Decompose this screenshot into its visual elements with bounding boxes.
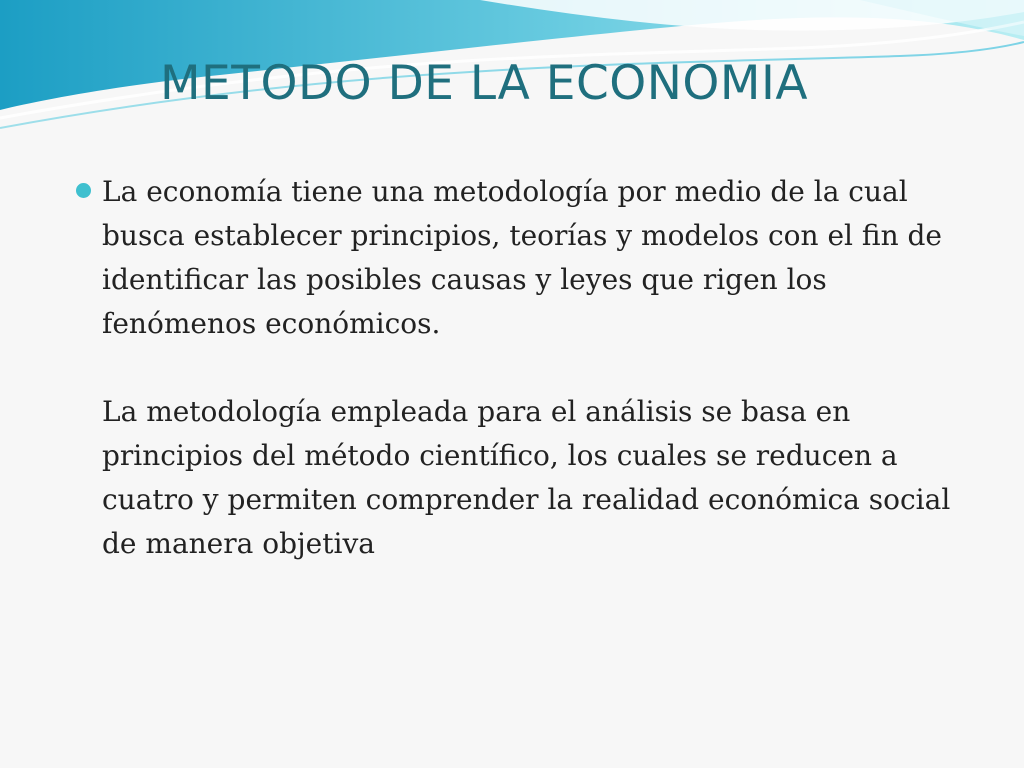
slide-content — [76, 170, 976, 566]
bullet-dot-icon — [76, 183, 91, 198]
secondary-paragraph: La metodología empleada para el análisis se basa en principios del método científico, los cuales se reducen a cuatro y permiten comprender la realidad económica social de manera objetiva — [102, 395, 951, 560]
slide-title: METODO DE LA ECONOMIA — [160, 56, 808, 111]
bullet-item — [76, 170, 976, 346]
bullet-text: La economía tiene una metodología por medio de la cual busca establecer principios, teorías y modelos con el fin de identificar las posibles causas y leyes que rigen los fenómenos económicos. — [102, 175, 942, 340]
